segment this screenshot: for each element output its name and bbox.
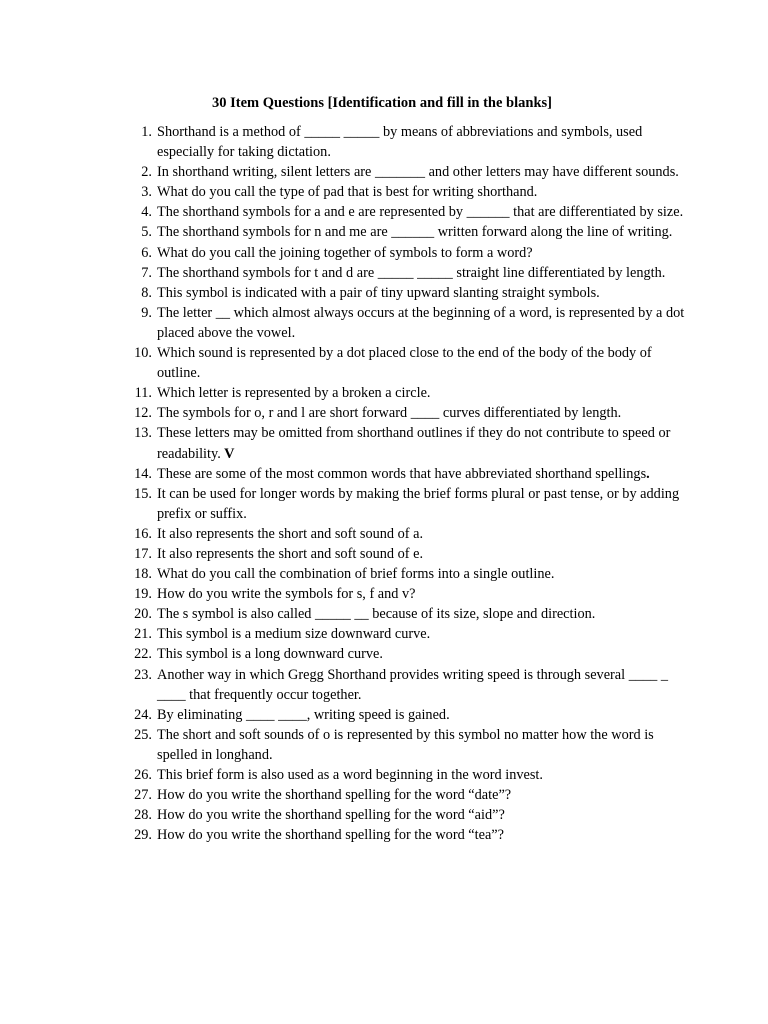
question-number: 14. <box>134 465 152 482</box>
question-text-body: This symbol is a medium size downward curve. <box>157 626 431 643</box>
question-text-body: This symbol is indicated with a pair of tiny upward slanting straight symbols. <box>157 284 600 301</box>
document-title <box>0 94 768 112</box>
question-text-body: These letters may be omitted from shorthand outlines if they do not contribute to speed or readability. <box>157 425 671 462</box>
question-number: 26. <box>134 767 152 783</box>
question-item <box>130 162 690 182</box>
question-text-body: What do you call the combination of brief forms into a single outline. <box>157 566 555 583</box>
question-number: 3. <box>141 184 152 201</box>
question-item <box>130 725 690 765</box>
question-text-body: What do you call the joining together of symbols to form a word? <box>157 244 533 261</box>
question-item <box>130 283 690 303</box>
question-number: 17. <box>134 545 152 562</box>
question-item <box>130 403 690 423</box>
question-number: 18. <box>134 566 152 583</box>
question-number: 6. <box>141 244 152 261</box>
question-text-body: It can be used for longer words by making the brief forms plural or past tense, or by adding prefix or suffix. <box>157 485 680 522</box>
question-text <box>157 122 690 162</box>
question-number: 13. <box>134 425 152 442</box>
question-text-body: The s symbol is also called _____ __ because of its size, slope and direction. <box>157 606 596 623</box>
question-text <box>157 383 690 403</box>
question-text-body: The symbols for o, r and l are short forward ____ curves differentiated by length. <box>157 405 622 422</box>
question-item <box>130 343 690 383</box>
question-text-body: How do you write the shorthand spelling for the word “date”? <box>157 787 512 804</box>
question-text <box>157 524 690 544</box>
question-number: 27. <box>134 787 152 804</box>
question-item <box>130 584 690 604</box>
question-item <box>130 624 690 644</box>
question-number: 8. <box>141 284 152 301</box>
question-item <box>130 564 690 584</box>
question-text <box>157 785 690 805</box>
question-text <box>157 283 690 303</box>
question-text <box>157 303 690 343</box>
question-text-body: Another way in which Gregg Shorthand provides writing speed is through several ____ _ ____ that frequently occur together. <box>157 666 669 703</box>
question-text-body: How do you write the shorthand spelling for the word “tea”? <box>157 827 504 844</box>
question-number: 12. <box>134 405 152 422</box>
question-number: 20. <box>134 606 152 623</box>
question-text <box>157 604 690 624</box>
question-list <box>130 122 690 845</box>
question-text-body: The shorthand symbols for n and me are ______ written forward along the line of writing. <box>157 224 673 241</box>
question-number: 11. <box>134 385 152 402</box>
question-text <box>157 825 690 845</box>
question-number: 25. <box>134 726 152 743</box>
question-item <box>130 524 690 544</box>
question-number: 23. <box>134 666 152 683</box>
question-number: 19. <box>134 586 152 603</box>
question-text-bold-suffix: . <box>646 465 650 482</box>
question-item <box>130 243 690 263</box>
question-item <box>130 604 690 624</box>
question-text <box>157 584 690 604</box>
question-text <box>157 644 690 664</box>
question-number: 5. <box>141 224 152 241</box>
question-number: 16. <box>134 525 152 542</box>
question-item <box>130 464 690 484</box>
question-number: 28. <box>134 807 152 824</box>
question-text <box>157 765 690 785</box>
question-item <box>130 423 690 463</box>
document-title-text: 30 Item Questions [Identification and fill in the blanks] <box>212 95 552 111</box>
question-text <box>157 805 690 825</box>
question-text <box>157 705 690 725</box>
question-text-body: How do you write the shorthand spelling for the word “aid”? <box>157 807 505 824</box>
question-text <box>157 243 690 263</box>
question-text-body: It also represents the short and soft sound of e. <box>157 545 424 562</box>
question-number: 29. <box>134 827 152 844</box>
question-text-body: The shorthand symbols for t and d are _____ _____ straight line differentiated by length. <box>157 264 666 281</box>
question-item <box>130 705 690 725</box>
question-text <box>157 564 690 584</box>
question-item <box>130 202 690 222</box>
question-text <box>157 665 690 705</box>
question-text-body: The shorthand symbols for a and e are represented by ______ that are differentiated by size. <box>157 204 684 221</box>
question-text <box>157 544 690 564</box>
question-item <box>130 484 690 524</box>
question-text-body: By eliminating ____ ____, writing speed is gained. <box>157 706 450 723</box>
question-text <box>157 725 690 765</box>
question-text-body: The short and soft sounds of o is represented by this symbol no matter how the word is spelled in longhand. <box>157 726 654 763</box>
question-text-body: What do you call the type of pad that is best for writing shorthand. <box>157 184 538 201</box>
question-item <box>130 805 690 825</box>
question-number: 7. <box>141 264 152 281</box>
question-item <box>130 765 690 785</box>
question-text-body: These are some of the most common words that have abbreviated shorthand spellings <box>157 465 647 482</box>
question-item <box>130 383 690 403</box>
question-text-body: Which letter is represented by a broken a circle. <box>157 385 431 402</box>
question-item <box>130 665 690 705</box>
question-text <box>157 182 690 202</box>
question-text-body: It also represents the short and soft sound of a. <box>157 525 424 542</box>
question-number: 4. <box>141 204 152 221</box>
question-text-body: How do you write the symbols for s, f and v? <box>157 586 416 603</box>
question-text <box>157 263 690 283</box>
question-text <box>157 484 690 524</box>
question-item <box>130 303 690 343</box>
question-text <box>157 403 690 423</box>
question-number: 21. <box>134 626 152 643</box>
question-number: 22. <box>134 646 152 663</box>
question-text-body: The letter __ which almost always occurs at the beginning of a word, is represented by a dot placed above the vowel. <box>157 304 685 341</box>
question-text <box>157 202 690 222</box>
question-text <box>157 624 690 644</box>
question-item <box>130 644 690 664</box>
question-text-body: In shorthand writing, silent letters are _______ and other letters may have different sounds. <box>157 164 679 181</box>
question-text-bold-suffix: V <box>220 445 235 462</box>
question-text <box>157 343 690 383</box>
question-number: 15. <box>134 485 152 502</box>
question-item <box>130 122 690 162</box>
question-item <box>130 182 690 202</box>
question-text <box>157 162 690 182</box>
question-text <box>157 222 690 242</box>
question-text-body: Which sound is represented by a dot placed close to the end of the body of the body of outline. <box>157 345 652 382</box>
question-item <box>130 785 690 805</box>
question-text-body: Shorthand is a method of _____ _____ by means of abbreviations and symbols, used especially for taking dictation. <box>157 124 643 161</box>
question-item <box>130 544 690 564</box>
question-item <box>130 222 690 242</box>
question-number: 1. <box>141 124 152 140</box>
question-number: 24. <box>134 706 152 723</box>
question-text-body: This brief form is also used as a word beginning in the word invest. <box>157 767 543 783</box>
question-text <box>157 464 690 484</box>
question-number: 9. <box>141 304 152 321</box>
question-item <box>130 263 690 283</box>
question-text-body: This symbol is a long downward curve. <box>157 646 383 663</box>
question-number: 10. <box>134 345 152 362</box>
question-number: 2. <box>141 164 152 181</box>
question-text <box>157 423 690 463</box>
question-item <box>130 825 690 845</box>
